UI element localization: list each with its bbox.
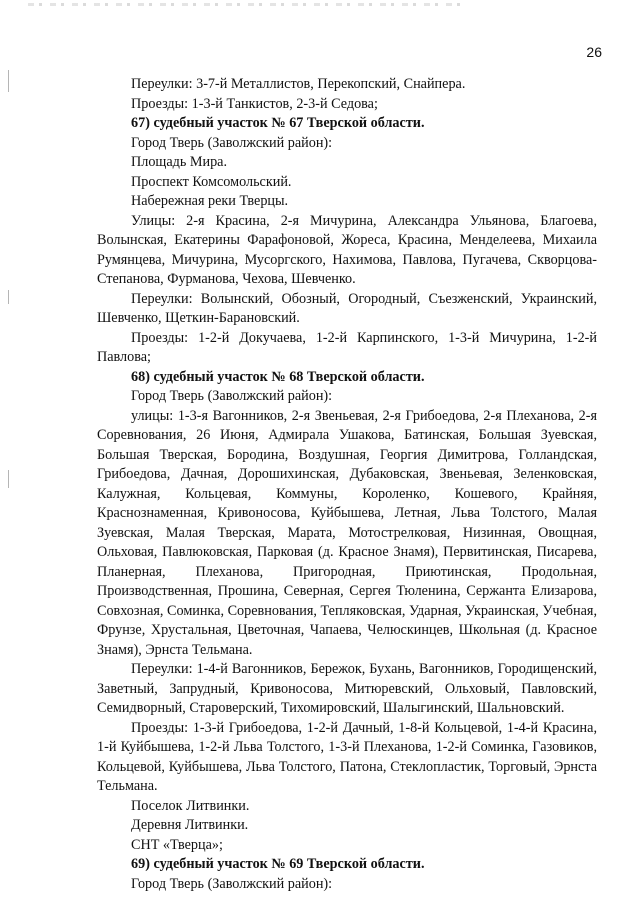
paragraph: Улицы: 2-я Красина, 2-я Мичурина, Александра Ульянова, Благоева, Волынская, Екатерины Фарафоновой, Жореса, Красина, Менделеева, Михаила Румянцева, Мичурина, Мусоргского, Нахимова, Павлова, Пугачева, Скворцова-Степанова, Фурманова, Чехова, Шевченко. xyxy=(97,212,597,287)
paragraph: Город Тверь (Заволжский район): xyxy=(131,134,333,151)
paragraph: Переулки: Волынский, Обозный, Огородный, Съезженский, Украинский, Шевченко, Щеткин-Барановский. xyxy=(97,290,597,326)
paragraph: СНТ «Тверца»; xyxy=(131,836,223,853)
scan-artifact xyxy=(8,290,9,304)
paragraph: Поселок Литвинки. xyxy=(131,797,250,814)
paragraph: Проспект Комсомольский. xyxy=(131,173,292,190)
paragraph: Город Тверь (Заволжский район): xyxy=(131,875,333,892)
section-heading: 68) судебный участок № 68 Тверской области. xyxy=(131,368,425,385)
page-number: 26 xyxy=(586,44,602,60)
paragraph: улицы: 1-3-я Вагонников, 2-я Звеньевая, 2-я Грибоедова, 2-я Плеханова, 2-я Соревнования, 26 Июня, Адмирала Ушакова, Батинская, Большая Зуевская, Большая Тверская, Бородина, Воздушная, Георгия Димитрова, Голландская, Грибоедова, Дачная, Дорошихинская, Дубаковская, Звеньевая, Зеленковская, Калужная, Кольцевая, Коммуны, Короленко, Кошевого, Крайняя, Краснознаменная, Кривоносова, Куйбышева, Летная, Льва Толстого, Малая Зуевская, Малая Тверская, Марата, Мотострелковая, Низинная, Овощная, Ольховая, Павлюковская, Парковая (д. Красное Знамя), Первитинская, Писарева, Планерная, Плеханова, Пригородная, Приютинская, Продольная, Производственная, Прошина, Северная, Сергея Тюленина, Сержанта Елизарова, Совхозная, Соминка, Соревнования, Тепляковская, Ударная, Украинская, Учебная, Фрунзе, Хрустальная, Цветочная, Чапаева, Челюскинцев, Школьная (д. Красное Знамя), Эрнста Тельмана. xyxy=(97,407,597,658)
paragraph: Проезды: 1-3-й Грибоедова, 1-2-й Дачный, 1-8-й Кольцевой, 1-4-й Красина, 1-й Куйбышева, 1-2-й Льва Толстого, 1-3-й Плеханова, 1-2-й Соминка, Газовиков, Кольцевой, Куйбышева, Льва Толстого, Патона, Стеклопластик, Торговый, Эрнста Тельмана. xyxy=(97,719,597,794)
section-heading: 67) судебный участок № 67 Тверской области. xyxy=(131,115,425,131)
paragraph: Проезды: 1-3-й Танкистов, 2-3-й Седова; xyxy=(131,95,378,112)
paragraph: Переулки: 3-7-й Металлистов, Перекопский, Снайпера. xyxy=(131,76,466,92)
paragraph: Набережная реки Тверцы. xyxy=(131,193,289,209)
paragraph: Деревня Литвинки. xyxy=(131,817,249,833)
scan-artifact xyxy=(8,70,9,92)
section-heading: 69) судебный участок № 69 Тверской области. xyxy=(131,856,425,872)
paragraph: Площадь Мира. xyxy=(131,154,228,170)
paragraph: Город Тверь (Заволжский район): xyxy=(131,388,333,404)
paragraph: Проезды: 1-2-й Докучаева, 1-2-й Карпинского, 1-3-й Мичурина, 1-2-й Павлова; xyxy=(97,329,597,365)
paragraph: Переулки: 1-4-й Вагонников, Бережок, Бухань, Вагонников, Городищенский, Заветный, Запрудный, Кривоносова, Митюревский, Ольховый, Павловский, Семидворный, Староверский, Тихомировский, Шалыгинский, Шальновский. xyxy=(97,661,597,716)
document-body xyxy=(97,75,597,894)
scan-artifact xyxy=(8,470,9,488)
scan-artifact xyxy=(28,3,468,6)
